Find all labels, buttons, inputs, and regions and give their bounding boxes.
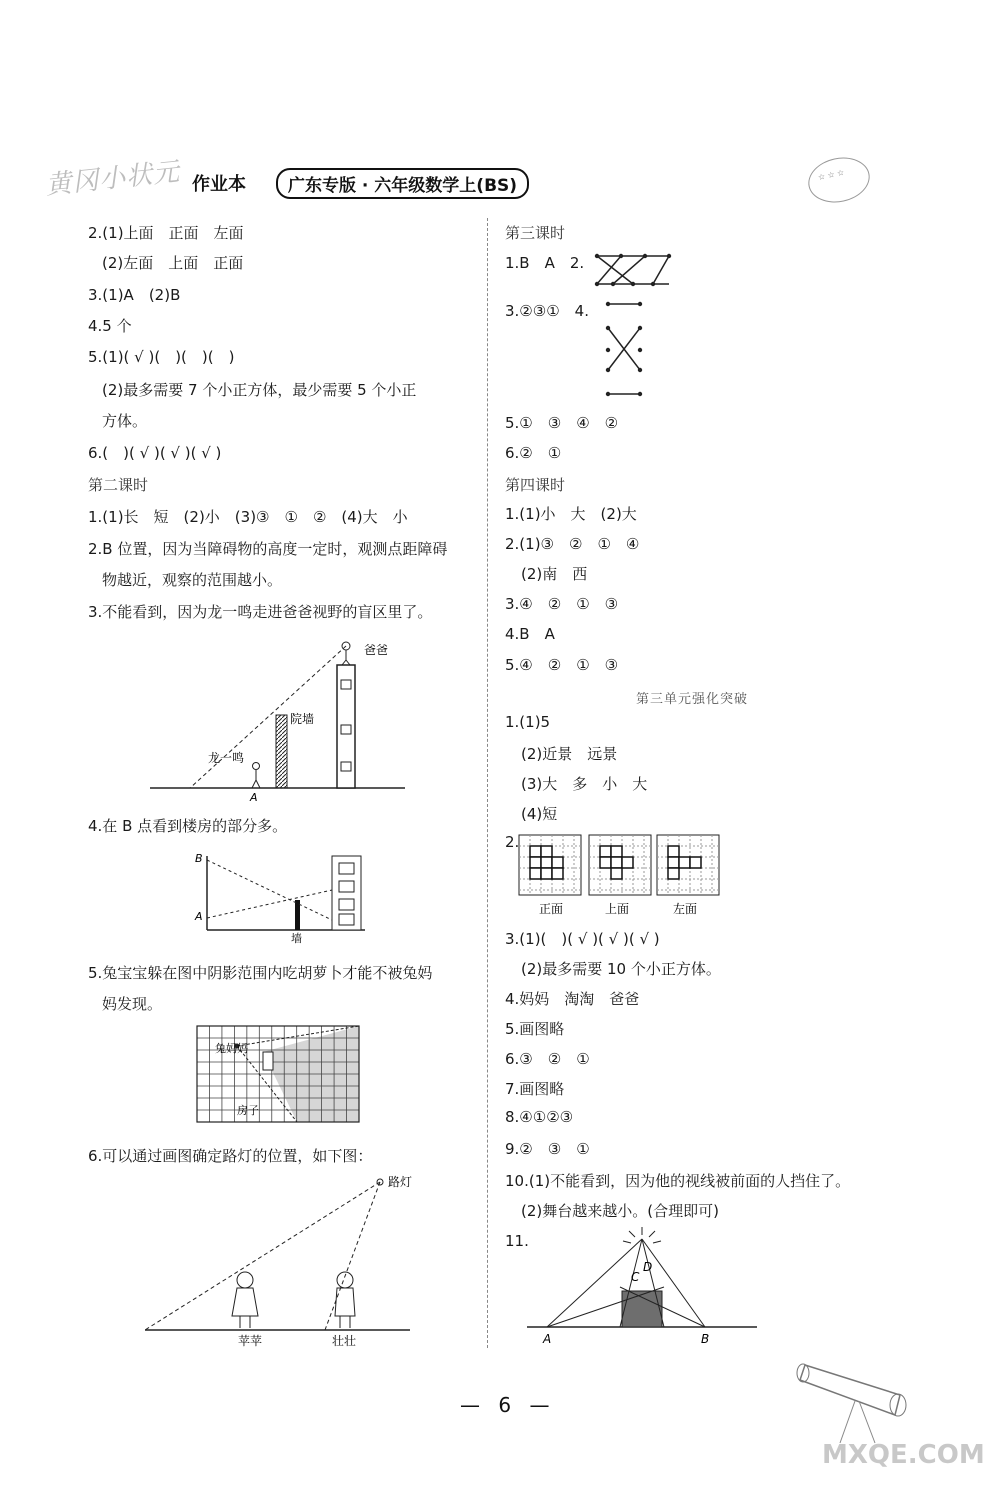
view-cell xyxy=(611,857,622,868)
brand-logo: 黄冈小状元 xyxy=(44,157,182,201)
view-cell xyxy=(679,857,690,868)
telescope-icon xyxy=(795,1335,925,1445)
lesson4-answer-5: 5.④ ② ① ③ xyxy=(505,656,619,674)
view-cell xyxy=(600,857,611,868)
view-cell xyxy=(530,857,541,868)
lesson2-answer-4: 4.在 B 点看到楼房的部分多。 xyxy=(88,817,288,835)
answer-6: 6.( )( √ )( √ )( √ ) xyxy=(88,444,222,462)
lesson2-answer-3: 3.不能看到，因为龙一鸣走进爸爸视野的盲区里了。 xyxy=(88,603,433,621)
label-top-view: 上面 xyxy=(605,902,630,916)
page-number: — 6 — xyxy=(460,1393,556,1417)
view-cell xyxy=(552,868,563,879)
building xyxy=(337,665,355,788)
unit-answer-1-4: (4)短 xyxy=(521,805,558,823)
view-cell xyxy=(541,846,552,857)
label-house: 房子 xyxy=(237,1104,259,1117)
view-cell xyxy=(541,868,552,879)
label-pingping: 苹苹 xyxy=(238,1334,263,1348)
label-c: C xyxy=(631,1270,640,1284)
unit-answer-5: 5.画图略 xyxy=(505,1020,565,1038)
unit-answer-1-3: (3)大 多 小 大 xyxy=(521,775,648,793)
lesson3-answer-6: 6.② ① xyxy=(505,444,562,462)
unit-answer-8: 8.④①②③ xyxy=(505,1108,574,1126)
view-cell xyxy=(622,857,633,868)
unit-answer-2: 2. xyxy=(505,833,520,851)
label-front-view: 正面 xyxy=(539,902,564,916)
section-lesson-4: 第四课时 xyxy=(505,476,566,494)
label-rabbit: 兔妈妈 xyxy=(215,1042,248,1055)
unit-answer-9: 9.② ③ ① xyxy=(505,1140,590,1158)
label-d: D xyxy=(643,1260,653,1274)
figure-match-lines-2 xyxy=(593,252,673,288)
unit-answer-10-1: 10.(1)不能看到，因为他的视线被前面的人挡住了。 xyxy=(505,1172,851,1190)
view-cell xyxy=(690,857,701,868)
answer-5-1: 5.(1)( √ )( )( )( ) xyxy=(88,348,235,366)
unit-answer-3-2: (2)最多需要 10 个小正方体。 xyxy=(521,960,721,978)
section-lesson-2: 第二课时 xyxy=(88,476,149,494)
unit-answer-1-2: (2)近景 远景 xyxy=(521,745,618,763)
answer-2-2: (2)左面 上面 正面 xyxy=(102,254,244,272)
lesson2-answer-1: 1.(1)长 短 (2)小 (3)③ ① ② (4)大 小 xyxy=(88,508,408,526)
figure-observe-points xyxy=(195,848,375,943)
unit-answer-10-2: (2)舞台越来越小。(合理即可) xyxy=(521,1202,719,1220)
unit-answer-11: 11. xyxy=(505,1232,529,1250)
lesson4-answer-4: 4.B A xyxy=(505,625,555,643)
answer-3: 3.(1)A (2)B xyxy=(88,286,181,304)
lesson3-answer-3: 3.②③① 4. xyxy=(505,302,589,320)
sight-line xyxy=(190,646,346,788)
label-a: A xyxy=(250,791,258,804)
kid-figure xyxy=(253,763,260,770)
unit-answer-4: 4.妈妈 淘淘 爸爸 xyxy=(505,990,640,1008)
view-cell xyxy=(668,868,679,879)
lesson4-answer-2-1: 2.(1)③ ② ① ④ xyxy=(505,535,640,553)
lesson3-answer-1: 1.B A 2. xyxy=(505,254,585,272)
lesson4-answer-3: 3.④ ② ① ③ xyxy=(505,595,619,613)
unit-review-title: 第三单元强化突破 xyxy=(636,692,749,707)
lesson2-answer-2: 2.B 位置，因为当障碍物的高度一定时，观测点距障碍 xyxy=(88,540,448,558)
label-wall: 院墙 xyxy=(290,712,315,726)
unit-answer-7: 7.画图略 xyxy=(505,1080,565,1098)
column-divider xyxy=(487,218,488,1348)
view-cell xyxy=(668,857,679,868)
building xyxy=(332,856,361,930)
lesson3-answer-5: 5.① ③ ④ ② xyxy=(505,414,619,432)
label-kid: 龙一鸣 xyxy=(208,751,245,765)
unit-answer-3-1: 3.(1)( )( √ )( √ )( √ ) xyxy=(505,930,660,948)
view-cell xyxy=(552,857,563,868)
figure-street-lamp xyxy=(140,1170,430,1350)
lesson2-answer-6: 6.可以通过画图确定路灯的位置，如下图： xyxy=(88,1147,373,1165)
view-cell xyxy=(668,846,679,857)
view-cell xyxy=(611,868,622,879)
figure-match-lines-4 xyxy=(604,298,644,398)
figure-rabbit-grid xyxy=(197,1024,363,1124)
lesson2-answer-5: 5.兔宝宝躲在图中阴影范围内吃胡萝卜才能不被兔妈 xyxy=(88,964,433,982)
house xyxy=(263,1052,273,1070)
label-lamp: 路灯 xyxy=(388,1175,413,1189)
view-cell xyxy=(530,868,541,879)
figure-stage-view xyxy=(525,1225,760,1350)
stamp-icon: ☆ ☆ ☆ xyxy=(804,152,874,208)
lesson2-answer-5b: 妈发现。 xyxy=(102,995,163,1013)
boy-zhuangzhuang-figure xyxy=(335,1272,355,1328)
section-lesson-3: 第三课时 xyxy=(505,224,566,242)
answer-4: 4.5 个 xyxy=(88,317,132,335)
lesson4-answer-1: 1.(1)小 大 (2)大 xyxy=(505,505,637,523)
figure-blind-spot xyxy=(150,630,410,802)
view-cell xyxy=(600,846,611,857)
label-a: A xyxy=(195,910,203,923)
unit-answer-1-1: 1.(1)5 xyxy=(505,713,551,731)
girl-pingping-figure xyxy=(232,1272,258,1328)
unit-answer-6: 6.③ ② ① xyxy=(505,1050,590,1068)
answer-5-2: (2)最多需要 7 个小正方体，最少需要 5 个小正 xyxy=(102,381,417,399)
figure-three-views xyxy=(519,833,729,918)
label-zhuangzhuang: 壮壮 xyxy=(332,1334,357,1348)
edition-label: 广东专版 · 六年级数学上(BS) xyxy=(276,168,529,199)
label-a: A xyxy=(543,1332,552,1346)
lesson4-answer-2-2: (2)南 西 xyxy=(521,565,588,583)
answer-5-2b: 方体。 xyxy=(102,412,148,430)
label-left-view: 左面 xyxy=(673,902,698,916)
watermark-text: MXQE.COM xyxy=(822,1440,985,1470)
label-b: B xyxy=(195,852,203,865)
label-wall: 墙 xyxy=(291,932,302,945)
book-title: 作业本 xyxy=(192,174,246,195)
lesson2-answer-2b: 物越近，观察的范围越小。 xyxy=(102,571,283,589)
view-cell xyxy=(541,857,552,868)
label-b: B xyxy=(701,1332,710,1346)
view-cell xyxy=(530,846,541,857)
wall xyxy=(276,715,287,788)
answer-2-1: 2.(1)上面 正面 左面 xyxy=(88,224,244,242)
view-cell xyxy=(611,846,622,857)
label-dad: 爸爸 xyxy=(364,643,389,657)
